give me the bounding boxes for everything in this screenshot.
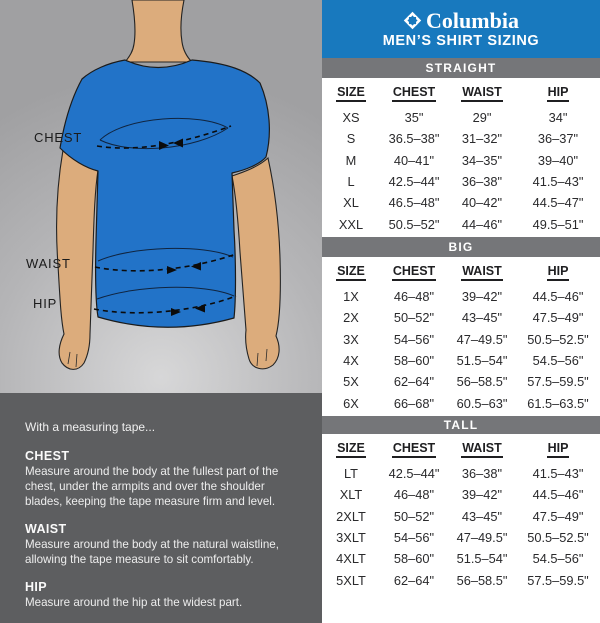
measurement-cell: 41.5–43": [532, 466, 584, 482]
column-header-waist: [448, 85, 516, 107]
size-cell: 2X: [343, 310, 359, 326]
section-bar-straight: STRAIGHT: [322, 58, 600, 78]
column-header-chest: [380, 85, 448, 107]
size-cell: S: [346, 131, 356, 147]
measurement-cell: 35": [404, 110, 424, 126]
column-header-label: CHEST: [392, 85, 436, 102]
measurement-cell: 58–60": [393, 353, 435, 369]
big-size-table: [322, 237, 600, 416]
right-column: [322, 0, 600, 600]
instruction-chest-text: Measure around the body at the fullest part of the chest, under the armpits and over the shoulder blades, keeping the tape measure firm and level.: [25, 465, 279, 509]
measurement-cell: 58–60": [393, 551, 435, 567]
measurement-cell: 47–49.5": [456, 530, 508, 546]
size-cell: 2XLT: [336, 508, 366, 524]
columbia-wordmark: Columbia: [426, 7, 519, 33]
measurement-cell: 43–45": [461, 310, 503, 326]
measurement-cell: 54–56": [393, 331, 435, 347]
measurement-cell: 50.5–52.5": [527, 530, 589, 546]
measurement-cell: 54.5–56": [532, 353, 584, 369]
measurement-cell: 50.5–52.5": [527, 331, 589, 347]
measurement-cell: 41.5–43": [532, 174, 584, 190]
column-header-waist: [448, 264, 516, 286]
instructions-panel: [0, 393, 322, 623]
measurement-cell: 39–42": [461, 487, 503, 503]
size-cell: XXL: [338, 216, 364, 232]
neck-shape: [125, 0, 192, 62]
column-header-label: WAIST: [461, 85, 503, 102]
measurement-cell: 42.5–44": [388, 174, 440, 190]
measurement-cell: 31–32": [461, 131, 503, 147]
column-header-label: CHEST: [392, 264, 436, 281]
size-cell: XL: [343, 195, 359, 211]
column-header-label: CHEST: [392, 441, 436, 458]
measurement-cell: 56–58.5": [456, 572, 508, 588]
measurement-cell: 62–64": [393, 572, 435, 588]
size-cell: 4XLT: [336, 551, 366, 567]
measurement-cell: 60.5–63": [456, 395, 508, 411]
section-bar-tall: TALL: [322, 416, 600, 434]
columbia-logo: [403, 7, 519, 33]
instruction-hip-text: Measure around the hip at the widest part.: [25, 596, 243, 610]
column-header-hip: [516, 264, 600, 286]
measurement-cell: 47.5–49": [532, 310, 584, 326]
body-illustration: [0, 0, 322, 393]
column-header-hip: [516, 85, 600, 107]
measurement-cell: 34": [548, 110, 568, 126]
column-header-label: WAIST: [461, 441, 503, 458]
column-header-label: WAIST: [461, 264, 503, 281]
finger-lines: [68, 349, 267, 367]
measurement-cell: 46–48": [393, 289, 435, 305]
measurement-cell: 40–41": [393, 152, 435, 168]
measurement-cell: 49.5–51": [532, 216, 584, 232]
page-title: MEN’S SHIRT SIZING: [382, 32, 540, 49]
brand-header: [322, 0, 600, 58]
measurement-cell: 66–68": [393, 395, 435, 411]
measurement-cell: 47.5–49": [532, 508, 584, 524]
size-cell: 5XLT: [336, 572, 366, 588]
measurement-cell: 44.5–47": [532, 195, 584, 211]
column-header-size: [322, 441, 380, 463]
column-header-label: HIP: [547, 264, 570, 281]
instruction-chest-title: CHEST: [25, 449, 70, 463]
column-header-label: HIP: [547, 85, 570, 102]
measurement-cell: 50.5–52": [388, 216, 440, 232]
size-cell: 5X: [343, 374, 359, 390]
size-cell: L: [347, 174, 355, 190]
column-header-chest: [380, 264, 448, 286]
measurement-cell: 46–48": [393, 487, 435, 503]
measurement-cell: 62–64": [393, 374, 435, 390]
measurement-cell: 51.5–54": [456, 353, 508, 369]
size-cell: XLT: [339, 487, 363, 503]
figure-panel: [0, 0, 322, 393]
measurement-cell: 61.5–63.5": [527, 395, 589, 411]
column-header-hip: [516, 441, 600, 463]
instruction-hip-title: HIP: [25, 580, 48, 595]
measurement-cell: 44.5–46": [532, 289, 584, 305]
measurement-cell: 44.5–46": [532, 487, 584, 503]
figure-label-hip: HIP: [33, 296, 58, 311]
measurement-cell: 54.5–56": [532, 551, 584, 567]
column-header-chest: [380, 441, 448, 463]
measurement-cell: 36–37": [537, 131, 579, 147]
instructions-intro: With a measuring tape...: [25, 420, 156, 434]
size-cell: M: [345, 152, 357, 168]
straight-table-body: [322, 107, 600, 237]
column-header-label: SIZE: [336, 441, 366, 458]
big-table-header: [322, 257, 600, 286]
straight-size-table: [322, 58, 600, 237]
section-bar-big: BIG: [322, 237, 600, 257]
instruction-hip: [25, 580, 300, 610]
big-table-body: [322, 286, 600, 416]
column-header-size: [322, 264, 380, 286]
column-header-label: HIP: [547, 441, 570, 458]
measurement-cell: 39–42": [461, 289, 503, 305]
measurement-cell: 36–38": [461, 174, 503, 190]
measurement-cell: 47–49.5": [456, 331, 508, 347]
size-cell: 3XLT: [336, 530, 366, 546]
measurement-cell: 54–56": [393, 530, 435, 546]
instruction-chest: [25, 449, 300, 509]
size-cell: LT: [344, 466, 358, 482]
instruction-waist-title: WAIST: [25, 522, 67, 537]
size-cell: XS: [342, 110, 360, 126]
tall-size-table: [322, 416, 600, 600]
measurement-cell: 44–46": [461, 216, 503, 232]
column-header-waist: [448, 441, 516, 463]
measurement-cell: 46.5–48": [388, 195, 440, 211]
measurement-cell: 34–35": [461, 152, 503, 168]
measurement-cell: 43–45": [461, 508, 503, 524]
instruction-waist-text: Measure around the body at the natural waistline, allowing the tape measure to sit comfortably.: [25, 538, 279, 567]
column-header-size: [322, 85, 380, 107]
measurement-cell: 57.5–59.5": [527, 572, 589, 588]
measurement-cell: 50–52": [393, 508, 435, 524]
size-cell: 1X: [343, 289, 359, 305]
measurement-cell: 50–52": [393, 310, 435, 326]
figure-label-chest: CHEST: [34, 130, 83, 145]
columbia-gem-icon: [403, 11, 422, 30]
measurement-cell: 29": [472, 110, 492, 126]
measurement-cell: 39–40": [537, 152, 579, 168]
measurement-cell: 56–58.5": [456, 374, 508, 390]
measurement-cell: 36.5–38": [388, 131, 440, 147]
column-header-label: SIZE: [336, 264, 366, 281]
measurement-cell: 57.5–59.5": [527, 374, 589, 390]
measurement-cell: 36–38": [461, 466, 503, 482]
measurement-cell: 40–42": [461, 195, 503, 211]
size-cell: 4X: [343, 353, 359, 369]
tall-table-header: [322, 434, 600, 463]
column-header-label: SIZE: [336, 85, 366, 102]
size-cell: 3X: [343, 331, 359, 347]
instruction-waist: [25, 522, 300, 567]
straight-table-header: [322, 78, 600, 107]
measurement-cell: 42.5–44": [388, 466, 440, 482]
tall-table-body: [322, 463, 600, 600]
measurement-cell: 51.5–54": [456, 551, 508, 567]
size-cell: 6X: [343, 395, 359, 411]
figure-label-waist: WAIST: [26, 256, 71, 271]
